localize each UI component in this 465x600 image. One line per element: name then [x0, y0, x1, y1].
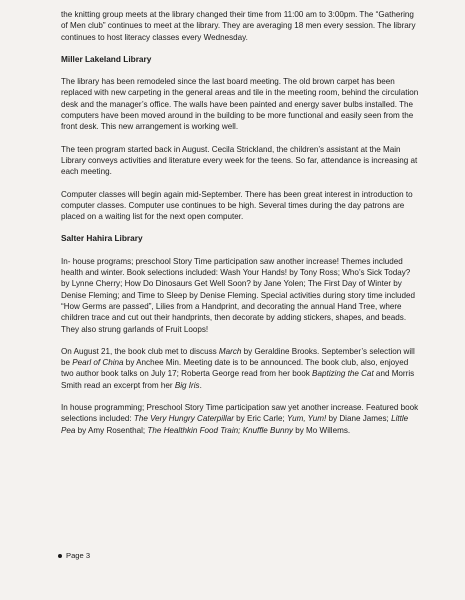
intro-paragraph: the knitting group meets at the library changed their time from 11:00 am to 3:00pm. The “Gathering of Men club” continues to meet at the library. They are averaging 18 men every session. The library continues to host literacy classes every Wednesday. [61, 10, 416, 42]
text-run: by Amy Rosenthal; [75, 425, 148, 435]
book-title: Big Iris [174, 380, 200, 390]
book-title: The Very Hungry Caterpillar [133, 414, 234, 424]
text-run: In house programming; Preschool Story Time participation saw yet another increase. Featured book selections included: [61, 403, 419, 424]
text-run: by Eric Carle; [233, 414, 287, 424]
book-title: Yum, Yum! [286, 414, 327, 424]
miller-paragraph-remodel: The library has been remodeled since the last board meeting. The old brown carpet has been replaced with new carpeting in the general areas and tile in the meeting room, behind the circulation desk and the manager’s office. The walls have been painted and energy saver bulbs installed. The computers have been moved around in the building to be more functional and easily seen from the front desk. This new arrangement is working well. [61, 77, 419, 132]
book-title: Little Pea [61, 414, 409, 435]
book-title: March [218, 346, 242, 356]
salter-paragraph-programming [61, 402, 421, 436]
text-run: On August 21, the book club met to discuss [61, 346, 219, 356]
miller-paragraph-computer: Computer classes will begin again mid-September. There has been great interest in introduction to computer classes. Computer use continues to be high. Several times during the day patrons are placed on a waiting list for the next open computer. [61, 189, 413, 222]
book-title: Baptizing the Cat [312, 369, 374, 379]
bullet-icon [58, 554, 62, 558]
text-run: . [199, 380, 202, 390]
miller-paragraph-teen: The teen program started back in August. Cecila Strickland, the children’s assistant at the Main Library conveys activities and literature every week for the teens. So far, attendance is increasing at each meeting. [61, 144, 418, 177]
text-run: by Mo Willems. [293, 425, 351, 435]
page-number: Page 3 [66, 551, 91, 560]
text-run: by Anchee Min. Meeting date is to be announced. The book club, also, enjoyed two author book talks on July 17; Roberta George read from her book [61, 358, 409, 379]
text-run: by Diane James; [326, 414, 392, 424]
salter-heading: Salter Hahira Library [61, 233, 143, 244]
salter-paragraph-bookclub [61, 346, 421, 391]
salter-paragraph-storytime: In- house programs; preschool Story Time participation saw another increase! Themes included health and winter. Book selections included: Wash Your Hands! by Tony Ross; Who’s Sick Today? by Lynne Cherry; How Do Dinosaurs Get Well Soon? by Jane Yolen; The First Day of Winter by Denise Fleming; and Time to Sleep by Denise Fleming. Special activities during story time included “How Germs are passed”, Lilies from a Handprint, and decorating the annual Hand Tree, where children trace and cut out their handprints, then decorate by adding stickers, shapes, and beads. They also strung garlands of Fruit Loops! [61, 256, 416, 334]
page-footer [58, 551, 90, 561]
page-content [61, 9, 421, 436]
text-run: and Morris Smith read an excerpt from her [61, 369, 415, 390]
book-title: The Healthkin Food Train; Knuffle Bunny [147, 425, 294, 435]
book-title: Pearl of China [72, 358, 124, 368]
text-run: by Geraldine Brooks. September’s selection will be [61, 346, 415, 368]
miller-heading: Miller Lakeland Library [61, 53, 152, 64]
